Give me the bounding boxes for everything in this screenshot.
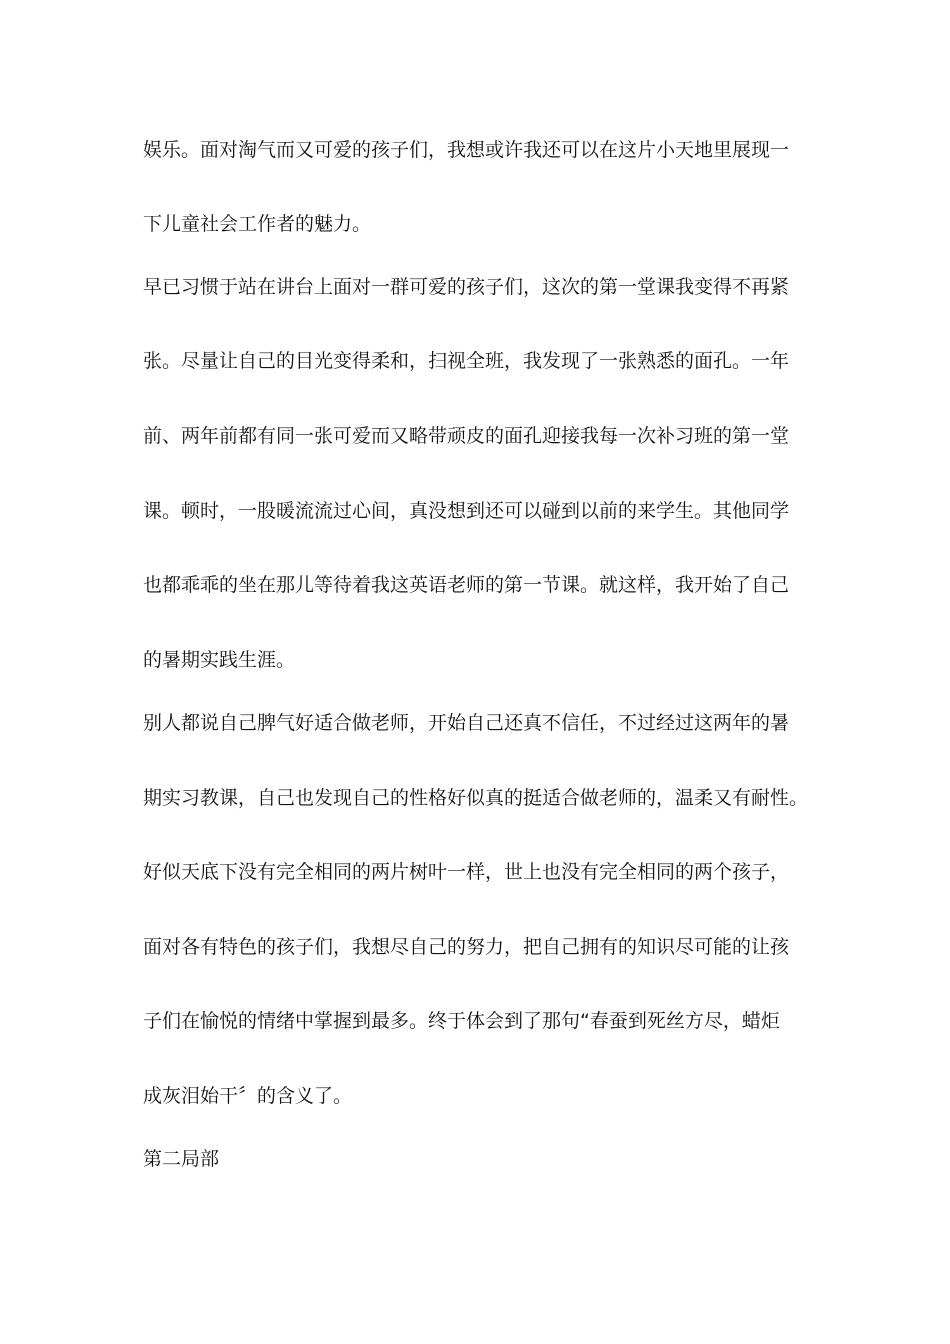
paragraph-line: 前、两年前都有同一张可爱而又略带顽皮的面孔迎接我每一次补习班的第一堂	[143, 425, 790, 447]
paragraph-line: 面对各有特色的孩子们，我想尽自己的努力，把自己拥有的知识尽可能的让孩	[143, 936, 790, 958]
paragraph-line: 下儿童社会工作者的魅力。	[143, 213, 372, 235]
paragraph-line: 课。顿时，一股暖流流过心间，真没想到还可以碰到以前的来学生。其他同学	[143, 500, 790, 522]
paragraph-line: 成灰泪始干〞的含义了。	[143, 1085, 353, 1107]
paragraph-line: 好似天底下没有完全相同的两片树叶一样，世上也没有完全相同的两个孩子，	[143, 861, 790, 883]
paragraph-line: 娱乐。面对淘气而又可爱的孩子们，我想或许我还可以在这片小天地里展现一	[143, 139, 790, 161]
paragraph-line: 的暑期实践生涯。	[143, 649, 296, 671]
paragraph-line: 也都乖乖的坐在那儿等待着我这英语老师的第一节课。就这样，我开始了自己	[143, 574, 790, 596]
paragraph-line: 别人都说自己脾气好适合做老师，开始自己还真不信任，不过经过这两年的暑	[143, 712, 790, 734]
paragraph-line: 张。尽量让自己的目光变得柔和，扫视全班，我发现了一张熟悉的面孔。一年	[143, 350, 790, 372]
paragraph-line: 子们在愉悦的情绪中掌握到最多。终于体会到了那句“春蚕到死丝方尽，蜡炬	[143, 1010, 780, 1032]
section-heading: 第二局部	[143, 1148, 220, 1170]
paragraph-line: 期实习教课，自己也发现自己的性格好似真的挺适合做老师的，温柔又有耐性。	[143, 787, 809, 809]
paragraph-line: 早已习惯于站在讲台上面对一群可爱的孩子们，这次的第一堂课我变得不再紧	[143, 276, 790, 298]
